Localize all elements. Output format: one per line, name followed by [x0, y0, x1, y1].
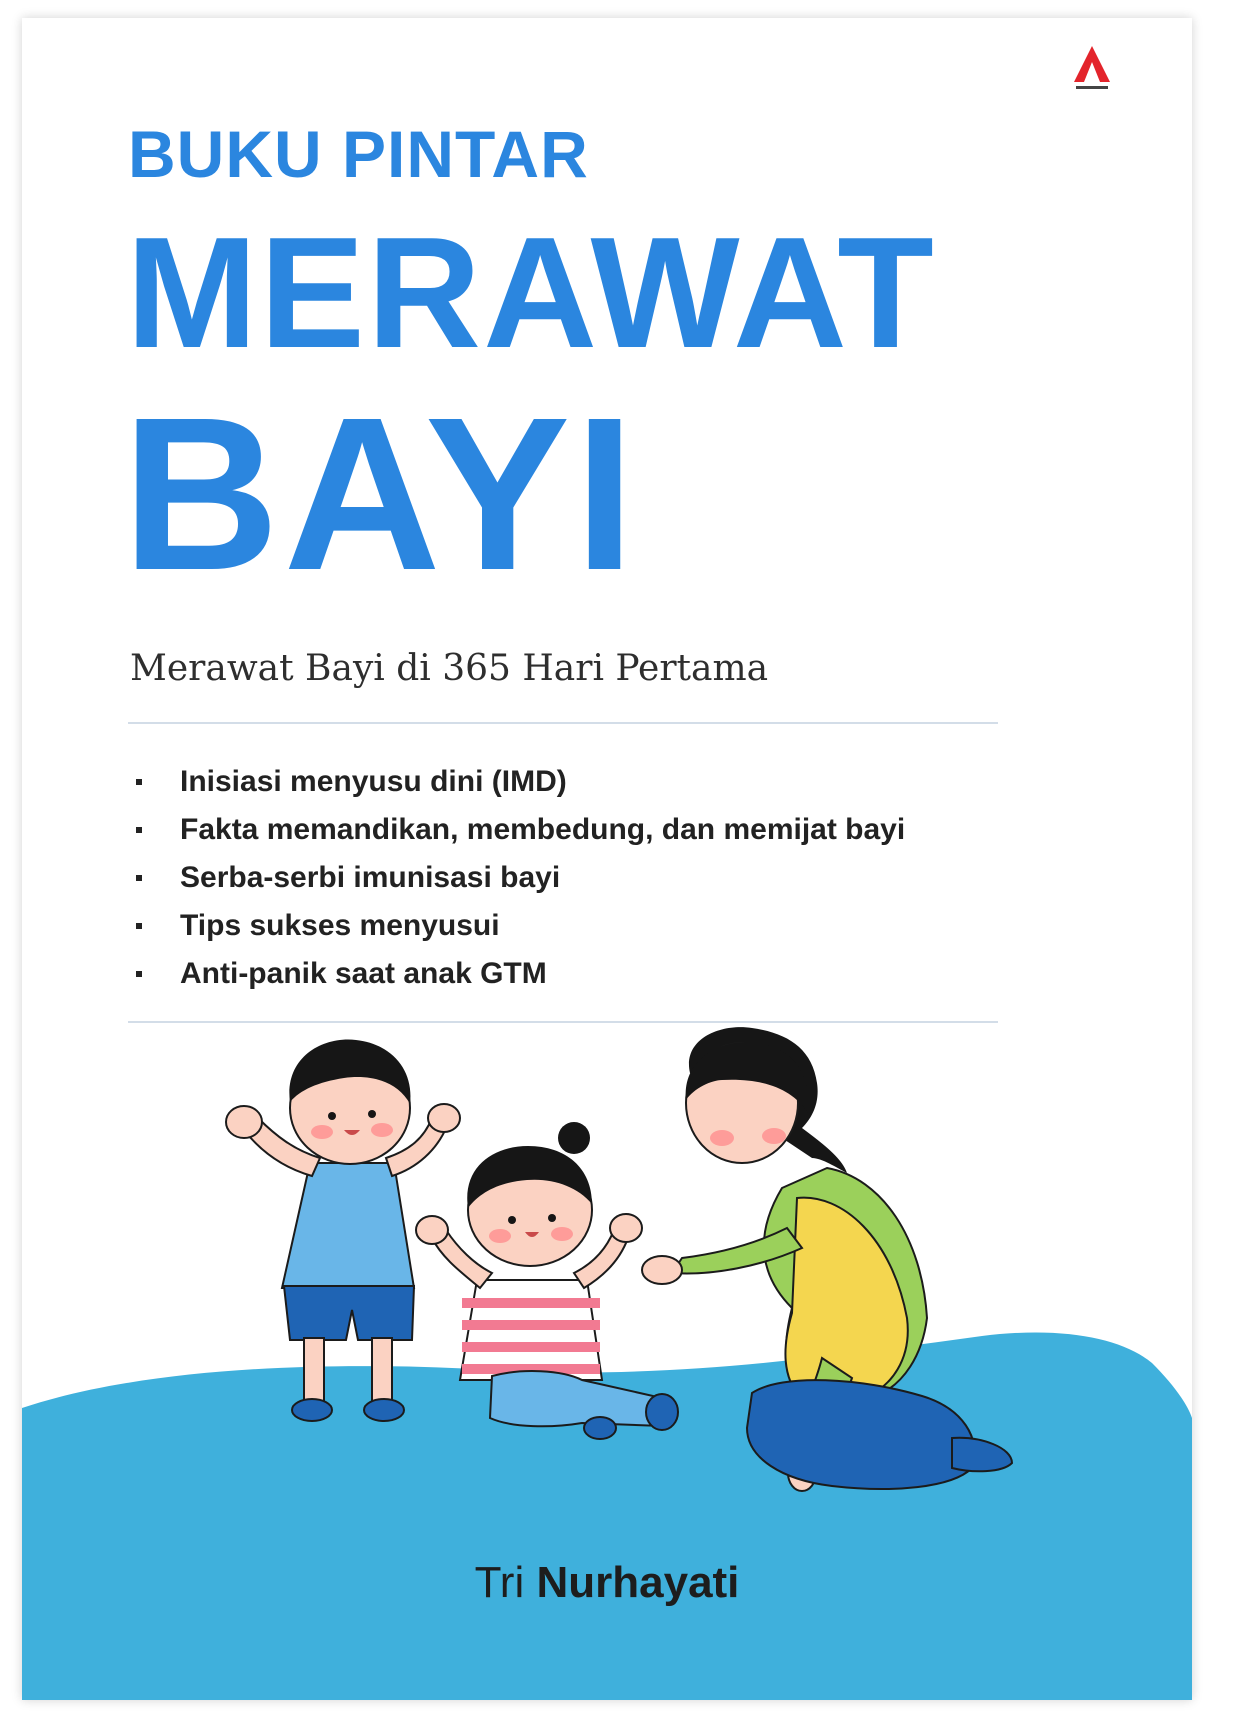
subtitle: Merawat Bayi di 365 Hari Pertama: [130, 648, 769, 689]
title-line-3: BAYI: [122, 373, 639, 616]
feature-item: Inisiasi menyusu dini (IMD): [130, 758, 905, 806]
author-name: [22, 1558, 1192, 1608]
book-cover: [22, 18, 1192, 1700]
feature-item: Anti-panik saat anak GTM: [130, 950, 905, 998]
feature-item: Tips sukses menyusui: [130, 902, 905, 950]
feature-item: Fakta memandikan, membedung, dan memijat bayi: [130, 806, 905, 854]
author-first-name: Tri: [474, 1558, 525, 1607]
feature-item: Serba-serbi imunisasi bayi: [130, 854, 905, 902]
feature-list: [130, 758, 905, 998]
title-line-1: BUKU PINTAR: [128, 117, 589, 191]
divider-top: [128, 722, 998, 724]
author-last-name: Nurhayati: [536, 1558, 740, 1607]
publisher-logo-icon: [1062, 38, 1122, 98]
title-line-2: MERAWAT: [126, 205, 936, 381]
